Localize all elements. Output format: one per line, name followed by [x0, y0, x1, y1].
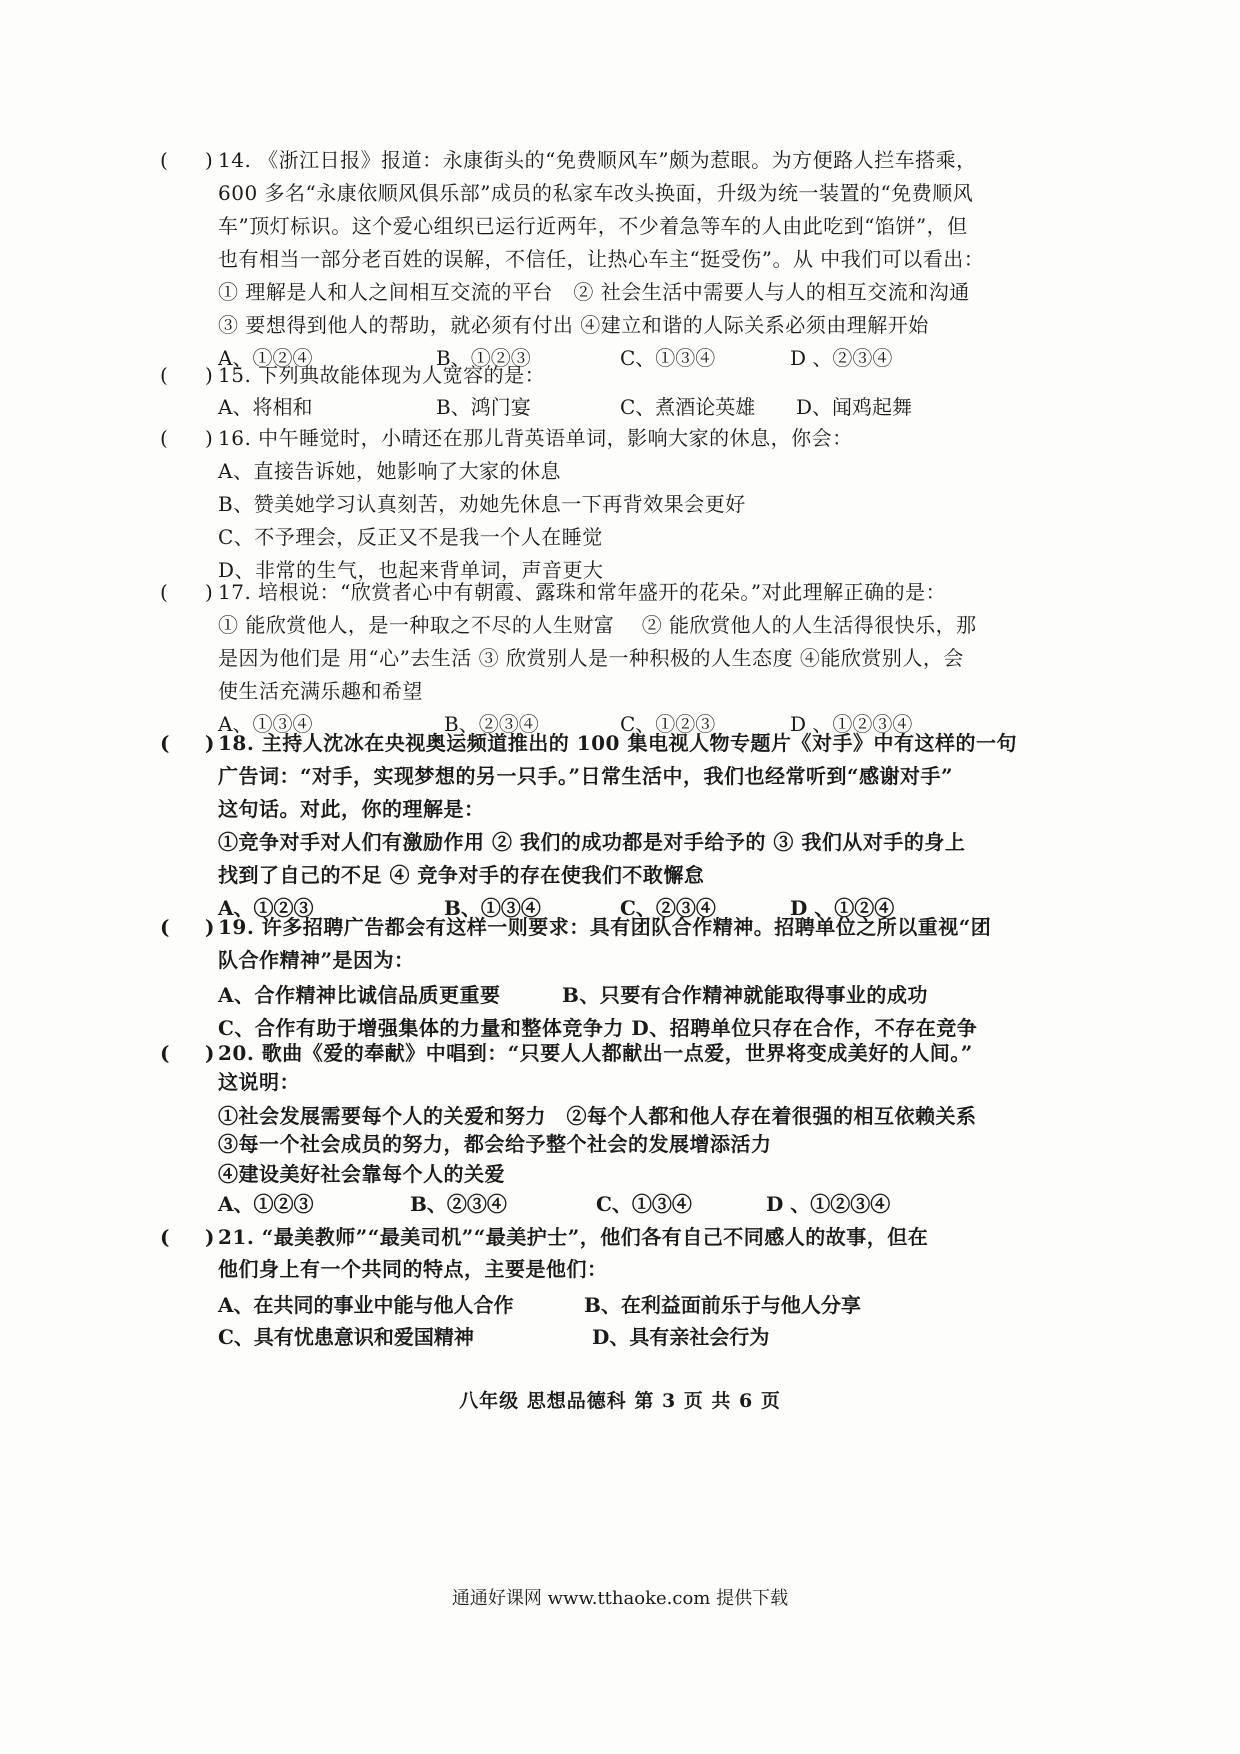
- option-d: D 、①②③④: [766, 1192, 891, 1216]
- option-c: C、①③④: [596, 1192, 692, 1216]
- option-a: A、①②③: [218, 1192, 314, 1216]
- option-a: A、①②④: [218, 346, 313, 370]
- statement-line: 使生活充满乐趣和希望: [218, 679, 423, 703]
- question-number: 21.: [218, 1225, 255, 1249]
- statement-line: ①社会发展需要每个人的关爱和努力 ②每个人都和他人存在着很强的相互依赖关系: [218, 1104, 977, 1128]
- option-b: B、鸿门宴: [436, 395, 531, 419]
- answer-blank: ( ): [160, 915, 215, 939]
- question-text: 也有相当一部分老百姓的误解，不信任，让热心车主“挺受伤”。从 中我们可以看出：: [218, 247, 985, 271]
- option-a: A、直接告诉她，她影响了大家的休息: [218, 459, 561, 483]
- statement-line: 是因为他们是 用“心”去生活 ③ 欣赏别人是一种积极的人生态度 ④能欣赏别人，会: [218, 646, 964, 670]
- question-text: 这说明：: [218, 1070, 300, 1094]
- option-c: C、具有忧患意识和爱国精神: [218, 1325, 474, 1349]
- question-text: 600 多名“永康依顺风俱乐部”成员的私家车改头换面，升级为统一装置的“免费顺风: [218, 181, 974, 205]
- option-b: B、赞美她学习认真刻苦，劝她先休息一下再背效果会更好: [218, 492, 746, 516]
- option-a: A、将相和: [218, 395, 313, 419]
- option-a: A、①②③: [218, 896, 314, 920]
- question-text: 车”顶灯标识。这个爱心组织已运行近两年，不少着急等车的人由此吃到“馅饼”，但: [218, 214, 968, 238]
- question-number: 18.: [218, 731, 255, 755]
- option-b: B、①③④: [444, 896, 541, 920]
- question-text: 下列典故能体现为人宽容的是：: [258, 363, 546, 387]
- option-d: D、非常的生气，也起来背单词，声音更大: [218, 558, 604, 582]
- question-number: 19.: [218, 915, 255, 939]
- option-c: C、①③④: [620, 346, 716, 370]
- option-b: B、①②③: [436, 346, 531, 370]
- page-footer: 八年级 思想品德科 第 3 页 共 6 页: [459, 1390, 781, 1412]
- question-text: 歌曲《爱的奉献》中唱到：“只要人人都献出一点爱，世界将变成美好的人间。”: [261, 1041, 973, 1065]
- option-b: B、②③④: [444, 712, 539, 736]
- statement-line: ③每一个社会成员的努力，都会给予整个社会的发展增添活力: [218, 1132, 772, 1156]
- answer-blank: ( ): [160, 731, 215, 755]
- option-row: A、合作精神比诚信品质更重要 B、只要有合作精神就能取得事业的成功: [218, 983, 928, 1007]
- option-b: B、在利益面前乐于与他人分享: [584, 1293, 861, 1317]
- question-text: 这句话。对此，你的理解是：: [218, 797, 485, 821]
- question-number: 20.: [218, 1041, 255, 1065]
- question-text: 中午睡觉时，小晴还在那儿背英语单词，影响大家的休息，你会：: [258, 426, 853, 450]
- question-text: “最美教师”“最美司机”“最美护士”，他们各有自己不同感人的故事，但在: [261, 1225, 929, 1249]
- question-text: 广告词：“对手，实现梦想的另一只手。”日常生活中，我们也经常听到“感谢对手”: [218, 764, 954, 788]
- statement-line: ③ 要想得到他人的帮助，就必须有付出 ④建立和谐的人际关系必须由理解开始: [218, 313, 929, 337]
- answer-blank: ( ): [160, 426, 213, 450]
- option-row: C、合作有助于增强集体的力量和整体竞争力 D、招聘单位只存在合作，不存在竞争: [218, 1016, 978, 1040]
- option-c: C、②③④: [620, 896, 716, 920]
- option-d: D 、①②④: [790, 896, 895, 920]
- answer-blank: ( ): [160, 1041, 215, 1065]
- question-text: 许多招聘广告都会有这样一则要求：具有团队合作精神。招聘单位之所以重视“团: [261, 915, 992, 939]
- option-d: D、具有亲社会行为: [592, 1325, 770, 1349]
- download-credit: 通通好课网 www.tthaoke.com 提供下载: [451, 1588, 789, 1609]
- answer-blank: ( ): [160, 580, 213, 604]
- option-d: D 、②③④: [790, 346, 893, 370]
- statement-line: ①竞争对手对人们有激励作用 ② 我们的成功都是对手给予的 ③ 我们从对手的身上: [218, 830, 966, 854]
- answer-blank: ( ): [160, 363, 213, 387]
- question-text: 《浙江日报》报道：永康街头的“免费顺风车”颇为惹眼。为方便路人拦车搭乘，: [258, 148, 977, 172]
- question-number: 15.: [218, 363, 252, 387]
- statement-line: ① 能欣赏他人，是一种取之不尽的人生财富 ② 能欣赏他人的人生活得很快乐，那: [218, 613, 977, 637]
- answer-blank: ( ): [160, 148, 213, 172]
- question-number: 14.: [218, 148, 252, 172]
- option-d: D 、①②③④: [790, 712, 913, 736]
- question-number: 17.: [218, 580, 252, 604]
- option-c: C、煮酒论英雄: [620, 395, 756, 419]
- question-text: 他们身上有一个共同的特点，主要是他们：: [218, 1257, 608, 1281]
- option-a: A、①③④: [218, 712, 313, 736]
- question-text: 队合作精神”是因为：: [218, 948, 415, 972]
- statement-line: ④建设美好社会靠每个人的关爱: [218, 1162, 505, 1186]
- answer-blank: ( ): [160, 1225, 215, 1249]
- option-a: A、在共同的事业中能与他人合作: [218, 1293, 514, 1317]
- option-d: D、闻鸡起舞: [796, 395, 913, 419]
- option-c: C、①②③: [620, 712, 716, 736]
- question-text: 主持人沈冰在央视奥运频道推出的 100 集电视人物专题片《对手》中有这样的一句: [261, 731, 1017, 755]
- option-b: B、②③④: [410, 1192, 507, 1216]
- statement-line: ① 理解是人和人之间相互交流的平台 ② 社会生活中需要人与人的相互交流和沟通: [218, 280, 970, 304]
- option-c: C、不予理会，反正又不是我一个人在睡觉: [218, 525, 603, 549]
- question-text: 培根说：“欣赏者心中有朝霞、露珠和常年盛开的花朵。”对此理解正确的是：: [258, 580, 947, 604]
- question-number: 16.: [218, 426, 252, 450]
- statement-line: 找到了自己的不足 ④ 竞争对手的存在使我们不敢懈怠: [218, 863, 705, 887]
